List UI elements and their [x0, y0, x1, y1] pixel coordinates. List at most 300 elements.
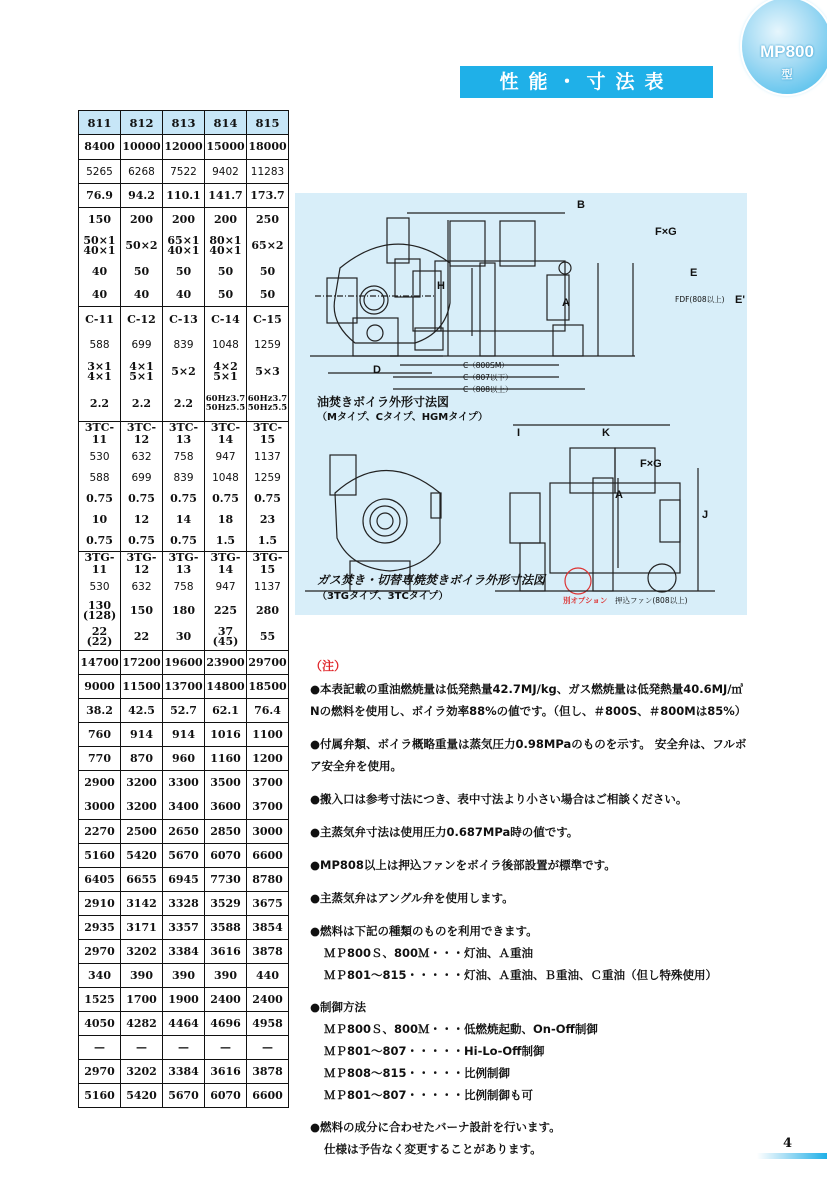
note-item: ●搬入口は参考寸法につき、表中寸法より小さい場合はご相談ください。 — [310, 792, 688, 806]
table-cell: 3000 — [247, 820, 289, 844]
table-cell — [205, 208, 247, 307]
label-j: J — [702, 509, 709, 521]
table-cell: 2650 — [163, 820, 205, 844]
label-fxg2: F×G — [640, 458, 662, 470]
cell-line: 3TG-11 — [84, 551, 115, 576]
table-cell: 3202 — [121, 1060, 163, 1084]
cell-line-part: (128) — [82, 609, 117, 622]
table-cell: 3675 — [247, 892, 289, 916]
table-row-group — [79, 422, 289, 552]
fuel-line: ＭＰ801～815・・・・・灯油、Ａ重油、Ｂ重油、Ｃ重油（但し特殊使用） — [324, 968, 718, 982]
table-cell — [247, 771, 289, 820]
cell-line: 632 — [131, 450, 152, 463]
table-row — [79, 892, 289, 916]
cell-line — [247, 232, 288, 260]
note-item: ●本表記載の重油燃焼量は低発熱量42.7MJ/kg、ガス燃焼量は低発熱量40.6MJ/㎥Nの燃料を使用し、ボイラ効率88%の値です。（但し、＃800S、＃800Mは85%） — [310, 682, 747, 718]
table-cell: 1900 — [163, 988, 205, 1012]
cell-line-part: 50×1 — [83, 234, 116, 247]
cell-line: 2900 — [84, 776, 115, 789]
table-cell: 4050 — [79, 1012, 121, 1036]
table-cell: 42.5 — [121, 699, 163, 723]
table-row — [79, 1036, 289, 1060]
table-cell: 14700 — [79, 651, 121, 675]
cell-line — [79, 598, 120, 624]
table-row — [79, 820, 289, 844]
table-cell: 7730 — [205, 868, 247, 892]
table-cell: 7522 — [163, 160, 205, 184]
oil-caption-sub: （Mタイプ、Cタイプ、HGMタイプ） — [317, 412, 488, 423]
table-cell — [121, 208, 163, 307]
table-cell — [205, 771, 247, 820]
cell-line-part: 80×1 — [209, 234, 242, 247]
dimension-diagram — [295, 193, 747, 615]
table-cell — [79, 208, 121, 307]
cell-line: 588 — [89, 471, 110, 484]
table-cell — [79, 307, 121, 422]
cell-line — [247, 598, 288, 624]
cell-line-part: 60Hz3.7 — [205, 394, 246, 404]
table-cell: 2400 — [205, 988, 247, 1012]
cell-line-part: 4×1 — [129, 360, 154, 373]
cell-line-part: 2.2 — [89, 397, 110, 410]
control-line: ＭＰ801～807・・・・・比例制御も可 — [324, 1088, 534, 1102]
table-cell: 960 — [163, 747, 205, 771]
table-cell: — — [121, 1036, 163, 1060]
cell-line-part: 180 — [172, 604, 195, 617]
cell-line: 0.75 — [212, 491, 239, 505]
cell-line: 758 — [173, 581, 194, 593]
cell-line-part: 50×2 — [125, 239, 158, 252]
table-cell: 1700 — [121, 988, 163, 1012]
cell-line: 3200 — [126, 776, 157, 789]
cell-line-part: 37 — [217, 625, 234, 638]
table-cell: 5420 — [121, 844, 163, 868]
cell-line-part: 130 — [88, 599, 111, 612]
table-cell — [247, 552, 289, 651]
table-cell — [163, 552, 205, 651]
cell-line-part: 3×1 — [87, 360, 112, 373]
cell-line — [121, 387, 162, 421]
table-cell: — — [247, 1036, 289, 1060]
cell-line: 3300 — [168, 776, 199, 789]
cell-line-part: 225 — [214, 604, 237, 617]
table-cell: 5160 — [79, 1084, 121, 1108]
label-e: E — [690, 267, 698, 279]
table-cell: 4696 — [205, 1012, 247, 1036]
table-cell: 1160 — [205, 747, 247, 771]
label-b: B — [577, 199, 585, 211]
cell-line-part: 5×1 — [213, 370, 238, 383]
cell-line: 40 — [133, 288, 150, 301]
cell-line — [79, 357, 120, 387]
cell-line: 947 — [215, 581, 236, 593]
badge-model: MP800 — [760, 42, 814, 61]
table-cell — [247, 208, 289, 307]
table-cell — [205, 307, 247, 422]
table-cell: 76.9 — [79, 184, 121, 208]
table-cell: 440 — [247, 964, 289, 988]
cell-line: 530 — [89, 581, 110, 593]
gas-caption-sub: （3TGタイプ、3TCタイプ） — [317, 591, 449, 602]
spec-table — [78, 110, 289, 1108]
table-row — [79, 651, 289, 675]
table-cell: 5420 — [121, 1084, 163, 1108]
cell-line: 12 — [133, 512, 150, 526]
table-row — [79, 160, 289, 184]
table-cell: 2850 — [205, 820, 247, 844]
cell-line-part: 150 — [130, 604, 153, 617]
table-row-group — [79, 552, 289, 651]
table-cell: — — [163, 1036, 205, 1060]
table-cell: 1016 — [205, 723, 247, 747]
table-row — [79, 699, 289, 723]
table-cell: 3384 — [163, 940, 205, 964]
table-cell: 2400 — [247, 988, 289, 1012]
cell-line: 50 — [259, 288, 276, 301]
table-row — [79, 1060, 289, 1084]
table-cell: 6600 — [247, 844, 289, 868]
cell-line: 250 — [256, 213, 279, 226]
cell-line-part: 22 — [133, 630, 150, 643]
table-cell: 17200 — [121, 651, 163, 675]
cell-line: C-13 — [169, 313, 198, 326]
table-cell: 23900 — [205, 651, 247, 675]
cell-line-part: 2.2 — [131, 397, 152, 410]
cell-line: 50 — [217, 288, 234, 301]
cell-line: 0.75 — [86, 491, 113, 505]
cell-line: 10 — [91, 512, 108, 526]
table-cell: 3328 — [163, 892, 205, 916]
cell-line: 3500 — [210, 776, 241, 789]
table-cell: 38.2 — [79, 699, 121, 723]
cell-line — [163, 357, 204, 387]
cell-line — [121, 598, 162, 624]
table-cell: 4958 — [247, 1012, 289, 1036]
cell-line-part: 40×1 — [83, 244, 116, 257]
control-notes — [310, 996, 750, 1106]
table-cell: 870 — [121, 747, 163, 771]
cell-line — [247, 357, 288, 387]
label-fxg: F×G — [655, 226, 677, 238]
table-cell: 12000 — [163, 135, 205, 160]
table-cell: 2910 — [79, 892, 121, 916]
closing-line: 仕様は予告なく変更することがあります。 — [324, 1142, 542, 1156]
cell-line: 1.5 — [215, 533, 236, 547]
table-cell — [205, 422, 247, 552]
table-cell: 914 — [163, 723, 205, 747]
table-row-group — [79, 307, 289, 422]
table-cell: 6600 — [247, 1084, 289, 1108]
fuel-line: ＭＰ800Ｓ、800Ｍ・・・灯油、Ａ重油 — [324, 946, 534, 960]
cell-line: 200 — [130, 213, 153, 226]
table-cell: 8400 — [79, 135, 121, 160]
table-cell: 29700 — [247, 651, 289, 675]
table-cell: 3529 — [205, 892, 247, 916]
cell-line: C-14 — [211, 313, 240, 326]
table-cell — [163, 307, 205, 422]
table-cell: 13700 — [163, 675, 205, 699]
cell-line: 3TC-11 — [84, 421, 115, 446]
table-cell — [163, 771, 205, 820]
cell-line: 588 — [89, 339, 110, 351]
cell-line-part: 50Hz5.5 — [205, 403, 246, 413]
control-title: ●制御方法 — [310, 1000, 367, 1014]
table-cell: 11283 — [247, 160, 289, 184]
oil-caption: 油焚きボイラ外形寸法図 — [317, 395, 450, 409]
table-cell: 6945 — [163, 868, 205, 892]
table-cell: 4464 — [163, 1012, 205, 1036]
cell-line-part: 5×1 — [129, 370, 154, 383]
table-cell: 2270 — [79, 820, 121, 844]
cell-line: 1048 — [212, 339, 239, 351]
table-cell — [247, 307, 289, 422]
cell-line — [247, 387, 288, 421]
column-header: 813 — [163, 111, 205, 135]
column-header: 811 — [79, 111, 121, 135]
note-item: ●主蒸気弁寸法は使用圧力0.687MPa時の値です。 — [310, 825, 579, 839]
cell-line: 947 — [215, 450, 236, 463]
table-cell: 1200 — [247, 747, 289, 771]
table-cell — [247, 422, 289, 552]
cell-line: 3TC-15 — [252, 421, 283, 446]
model-badge — [742, 0, 827, 94]
cell-line: C-11 — [85, 313, 114, 326]
table-cell: 5670 — [163, 844, 205, 868]
cell-line: 18 — [217, 512, 234, 526]
table-row — [79, 964, 289, 988]
label-c2: C（807以下） — [463, 373, 513, 382]
cell-line: C-15 — [253, 313, 282, 326]
label-i: I — [517, 427, 521, 439]
table-cell: 76.4 — [247, 699, 289, 723]
table-cell: 2970 — [79, 940, 121, 964]
table-cell: 9402 — [205, 160, 247, 184]
table-cell: 173.7 — [247, 184, 289, 208]
cell-line: 200 — [172, 213, 195, 226]
table-cell: 5670 — [163, 1084, 205, 1108]
table-cell: 9000 — [79, 675, 121, 699]
cell-line — [121, 357, 162, 387]
cell-line — [163, 598, 204, 624]
cell-line: 699 — [131, 471, 152, 484]
notes-section — [310, 657, 750, 1170]
cell-line — [205, 387, 246, 421]
cell-line — [121, 232, 162, 260]
table-cell — [79, 552, 121, 651]
cell-line — [163, 232, 204, 260]
page-title: 性能・寸法表 — [460, 66, 713, 98]
table-cell — [79, 422, 121, 552]
table-cell: 4282 — [121, 1012, 163, 1036]
table-row — [79, 723, 289, 747]
column-header: 815 — [247, 111, 289, 135]
note-item: ●MP808以上は押込ファンをボイラ後部設置が標準です。 — [310, 858, 616, 872]
column-header: 814 — [205, 111, 247, 135]
label-a: A — [562, 297, 570, 309]
table-cell: 5160 — [79, 844, 121, 868]
closing-title: ●燃料の成分に合わせたバーナ設計を行います。 — [310, 1120, 561, 1134]
table-cell: 2970 — [79, 1060, 121, 1084]
cell-line: 3200 — [126, 800, 157, 813]
table-cell — [121, 307, 163, 422]
cell-line: C-12 — [127, 313, 156, 326]
table-cell: 3616 — [205, 940, 247, 964]
cell-line — [79, 387, 120, 421]
table-cell: 1525 — [79, 988, 121, 1012]
cell-line-part: 50Hz5.5 — [247, 403, 288, 413]
cell-line: 1259 — [254, 471, 281, 484]
table-cell: 3384 — [163, 1060, 205, 1084]
cell-line: 3TG-15 — [252, 551, 283, 576]
cell-line: 200 — [214, 213, 237, 226]
cell-line: 50 — [259, 265, 276, 278]
table-cell: 11500 — [121, 675, 163, 699]
table-cell: 18000 — [247, 135, 289, 160]
control-line: ＭＰ800Ｓ、800Ｍ・・・低燃焼起動、On-Off制御 — [324, 1022, 598, 1036]
label-option: 別オプション — [563, 596, 608, 605]
cell-line: 3700 — [252, 800, 283, 813]
cell-line: 3TC-13 — [168, 421, 199, 446]
table-cell: 340 — [79, 964, 121, 988]
fuel-title: ●燃料は下記の種類のものを利用できます。 — [310, 924, 538, 938]
table-cell: 2500 — [121, 820, 163, 844]
label-d: D — [373, 364, 381, 376]
table-row — [79, 916, 289, 940]
table-cell: 62.1 — [205, 699, 247, 723]
table-cell: 3878 — [247, 1060, 289, 1084]
table-cell: 14800 — [205, 675, 247, 699]
cell-line-part: 65×1 — [167, 234, 200, 247]
cell-line-part: 65×2 — [251, 239, 284, 252]
cell-line: 699 — [131, 339, 152, 351]
closing-notes — [310, 1116, 750, 1160]
table-cell: 3357 — [163, 916, 205, 940]
cell-line — [205, 598, 246, 624]
cell-line: 40 — [175, 288, 192, 301]
table-cell: 141.7 — [205, 184, 247, 208]
cell-line: 3700 — [252, 776, 283, 789]
label-e-prime: E' — [735, 294, 745, 306]
table-cell: 3142 — [121, 892, 163, 916]
cell-line: 758 — [173, 450, 194, 463]
cell-line: 530 — [89, 450, 110, 463]
table-row — [79, 1084, 289, 1108]
cell-line: 150 — [88, 213, 111, 226]
table-cell — [121, 771, 163, 820]
cell-line: 1259 — [254, 339, 281, 351]
cell-line: 839 — [173, 471, 194, 484]
cell-line — [79, 232, 120, 260]
cell-line: 0.75 — [170, 491, 197, 505]
cell-line: 40 — [91, 265, 108, 278]
table-cell: 110.1 — [163, 184, 205, 208]
table-row — [79, 675, 289, 699]
cell-line: 3TC-12 — [126, 421, 157, 446]
table-cell: 8780 — [247, 868, 289, 892]
table-cell: 15000 — [205, 135, 247, 160]
table-cell: 770 — [79, 747, 121, 771]
page-number-bar — [757, 1153, 827, 1159]
cell-line-part: 5×3 — [255, 365, 280, 378]
cell-line: 23 — [259, 512, 276, 526]
cell-line-part: 40×1 — [167, 244, 200, 257]
cell-line: 50 — [133, 265, 150, 278]
badge-suffix: 型 — [781, 68, 793, 81]
cell-line — [247, 624, 288, 650]
table-cell: 390 — [205, 964, 247, 988]
cell-line: 3TC-14 — [210, 421, 241, 446]
table-row — [79, 988, 289, 1012]
table-cell: 6070 — [205, 1084, 247, 1108]
table-cell: 18500 — [247, 675, 289, 699]
table-cell: — — [79, 1036, 121, 1060]
cell-line: 1137 — [254, 450, 281, 463]
cell-line-part: 2.2 — [173, 397, 194, 410]
table-cell: — — [205, 1036, 247, 1060]
cell-line: 632 — [131, 581, 152, 593]
table-cell: 6655 — [121, 868, 163, 892]
cell-line: 3400 — [168, 800, 199, 813]
cell-line: 1048 — [212, 471, 239, 484]
notes-heading: （注） — [310, 659, 347, 673]
cell-line: 50 — [217, 265, 234, 278]
cell-line: 0.75 — [86, 533, 113, 547]
column-header: 812 — [121, 111, 163, 135]
cell-line: 3TG-12 — [126, 551, 157, 576]
table-cell: 3202 — [121, 940, 163, 964]
cell-line: 3TG-14 — [210, 551, 241, 576]
cell-line: 0.75 — [170, 533, 197, 547]
cell-line-part: (22) — [86, 635, 113, 648]
table-header-row — [79, 111, 289, 135]
label-c3: C（808以上） — [463, 385, 513, 394]
label-h: H — [437, 280, 445, 292]
cell-line: 1137 — [254, 581, 281, 593]
table-cell: 390 — [163, 964, 205, 988]
page-number: 4 — [783, 1136, 793, 1151]
cell-line — [121, 624, 162, 650]
table-cell: 390 — [121, 964, 163, 988]
table-cell — [121, 422, 163, 552]
label-c1: C（800SM） — [463, 361, 509, 370]
cell-line — [79, 624, 120, 650]
table-cell: 3854 — [247, 916, 289, 940]
cell-line-part: 4×1 — [87, 370, 112, 383]
table-cell: 6268 — [121, 160, 163, 184]
table-row-group — [79, 771, 289, 820]
cell-line: 50 — [175, 265, 192, 278]
table-cell: 914 — [121, 723, 163, 747]
cell-line: 3600 — [210, 800, 241, 813]
gas-caption: ガス焚き・切替専焼焚きボイラ外形寸法図 — [317, 573, 546, 587]
cell-line-part: 60Hz3.7 — [247, 394, 288, 404]
cell-line: 0.75 — [254, 491, 281, 505]
table-cell: 52.7 — [163, 699, 205, 723]
table-row — [79, 844, 289, 868]
table-row — [79, 747, 289, 771]
table-cell — [163, 422, 205, 552]
cell-line-part: (45) — [212, 635, 239, 648]
table-row — [79, 940, 289, 964]
cell-line: 40 — [91, 288, 108, 301]
cell-line: 0.75 — [128, 533, 155, 547]
control-line: ＭＰ808～815・・・・・比例制御 — [324, 1066, 511, 1080]
cell-line-part: 4×2 — [213, 360, 238, 373]
fuel-notes — [310, 920, 750, 986]
table-row-group — [79, 208, 289, 307]
table-cell: 94.2 — [121, 184, 163, 208]
table-cell: 2935 — [79, 916, 121, 940]
